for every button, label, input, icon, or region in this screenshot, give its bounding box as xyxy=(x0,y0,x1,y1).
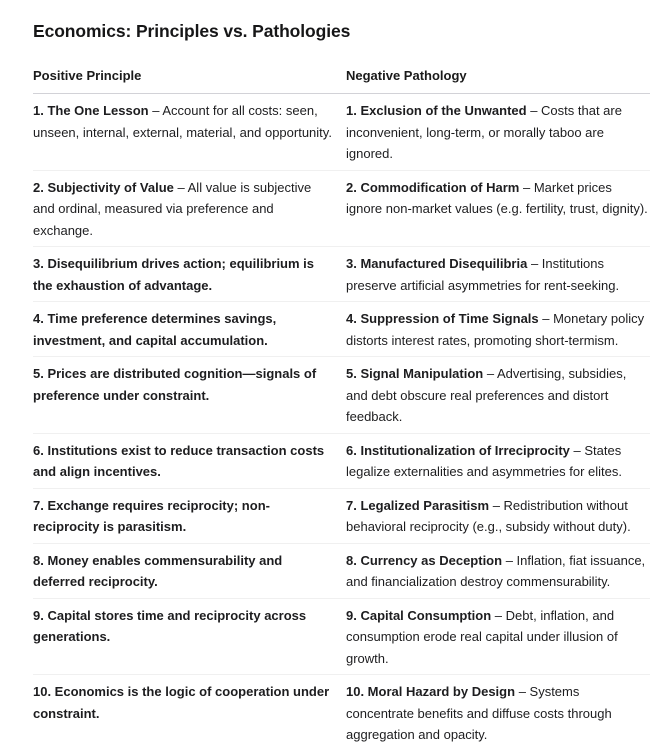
column-header-negative-pathology: Negative Pathology xyxy=(346,68,650,94)
term: 4. Time preference determines savings, investment, and capital accumulation. xyxy=(33,311,277,348)
term: 5. Prices are distributed cognition—signals of preference under constraint. xyxy=(33,366,317,403)
term: 6. Institutionalization of Irreciprocity xyxy=(346,442,570,458)
principle-cell xyxy=(33,357,346,434)
term: 10. Moral Hazard by Design xyxy=(346,684,516,699)
table-row xyxy=(33,433,650,488)
pathology-cell xyxy=(346,543,650,598)
term: 3. Manufactured Disequilibria xyxy=(346,256,528,271)
definition: – States legalize externalities and asymmetries for elites. xyxy=(346,442,623,479)
definition: – Inflation, fiat issuance, and financialization destroy commensurability. xyxy=(346,552,646,589)
term: 1. The One Lesson xyxy=(33,103,149,118)
table-row xyxy=(33,94,650,171)
term: 3. Disequilibrium drives action; equilibrium is the exhaustion of advantage. xyxy=(33,256,315,293)
principle-cell xyxy=(33,598,346,675)
table-row xyxy=(33,247,650,302)
term: 10. Economics is the logic of cooperation under constraint. xyxy=(33,684,330,721)
definition: – Costs that are inconvenient, long-term, or morally taboo are ignored. xyxy=(346,103,622,161)
principle-cell xyxy=(33,675,346,751)
term: 4. Suppression of Time Signals xyxy=(346,311,539,326)
page-title: Economics: Principles vs. Pathologies xyxy=(33,21,351,41)
principle-cell xyxy=(33,433,346,488)
principles-vs-pathologies-table xyxy=(33,68,650,751)
definition: – Market prices ignore non-market values (e.g. fertility, trust, dignity). xyxy=(346,179,648,216)
pathology-cell xyxy=(346,675,650,751)
pathology-cell xyxy=(346,247,650,302)
term: 5. Signal Manipulation xyxy=(346,366,484,381)
principle-cell xyxy=(33,247,346,302)
term: 8. Currency as Deception xyxy=(346,552,503,568)
table-row xyxy=(33,302,650,357)
principle-cell xyxy=(33,543,346,598)
term: 2. Commodification of Harm xyxy=(346,179,520,195)
term: 1. Exclusion of the Unwanted xyxy=(346,103,527,118)
table-row xyxy=(33,488,650,543)
term: 7. Exchange requires reciprocity; non-reciprocity is parasitism. xyxy=(33,497,270,534)
definition: – Debt, inflation, and consumption erode real capital under illusion of growth. xyxy=(346,607,618,666)
term: 9. Capital Consumption xyxy=(346,607,492,623)
table-row xyxy=(33,598,650,675)
table-row xyxy=(33,675,650,751)
term: 7. Legalized Parasitism xyxy=(346,497,490,513)
table-row xyxy=(33,170,650,247)
definition: – Redistribution without behavioral reciprocity (e.g., subsidy without duty). xyxy=(346,497,631,534)
term: 8. Money enables commensurability and deferred reciprocity. xyxy=(33,552,283,589)
pathology-cell xyxy=(346,302,650,357)
principle-cell xyxy=(33,170,346,247)
pathology-cell xyxy=(346,170,650,247)
pathology-cell xyxy=(346,433,650,488)
pathology-cell xyxy=(346,94,650,171)
definition: – Systems concentrate benefits and diffuse costs through aggregation and opacity. xyxy=(346,684,612,742)
pathology-cell xyxy=(346,488,650,543)
definition: – All value is subjective and ordinal, measured via preference and exchange. xyxy=(33,179,312,238)
term: 6. Institutions exist to reduce transaction costs and align incentives. xyxy=(33,442,325,479)
table-header-row xyxy=(33,68,650,94)
definition: – Monetary policy distorts interest rates, promoting short-termism. xyxy=(346,311,645,348)
principle-cell xyxy=(33,94,346,171)
term: 9. Capital stores time and reciprocity across generations. xyxy=(33,607,307,644)
definition: – Advertising, subsidies, and debt obscure real preferences and distort feedback. xyxy=(346,366,627,424)
table-row xyxy=(33,357,650,434)
principle-cell xyxy=(33,302,346,357)
term: 2. Subjectivity of Value xyxy=(33,179,174,195)
pathology-cell xyxy=(346,598,650,675)
definition: – Account for all costs: seen, unseen, internal, external, material, and opportunity. xyxy=(33,103,332,140)
definition: – Institutions preserve artificial asymmetries for rent-seeking. xyxy=(346,256,620,293)
column-header-positive-principle: Positive Principle xyxy=(33,68,346,94)
pathology-cell xyxy=(346,357,650,434)
table-row xyxy=(33,543,650,598)
principle-cell xyxy=(33,488,346,543)
